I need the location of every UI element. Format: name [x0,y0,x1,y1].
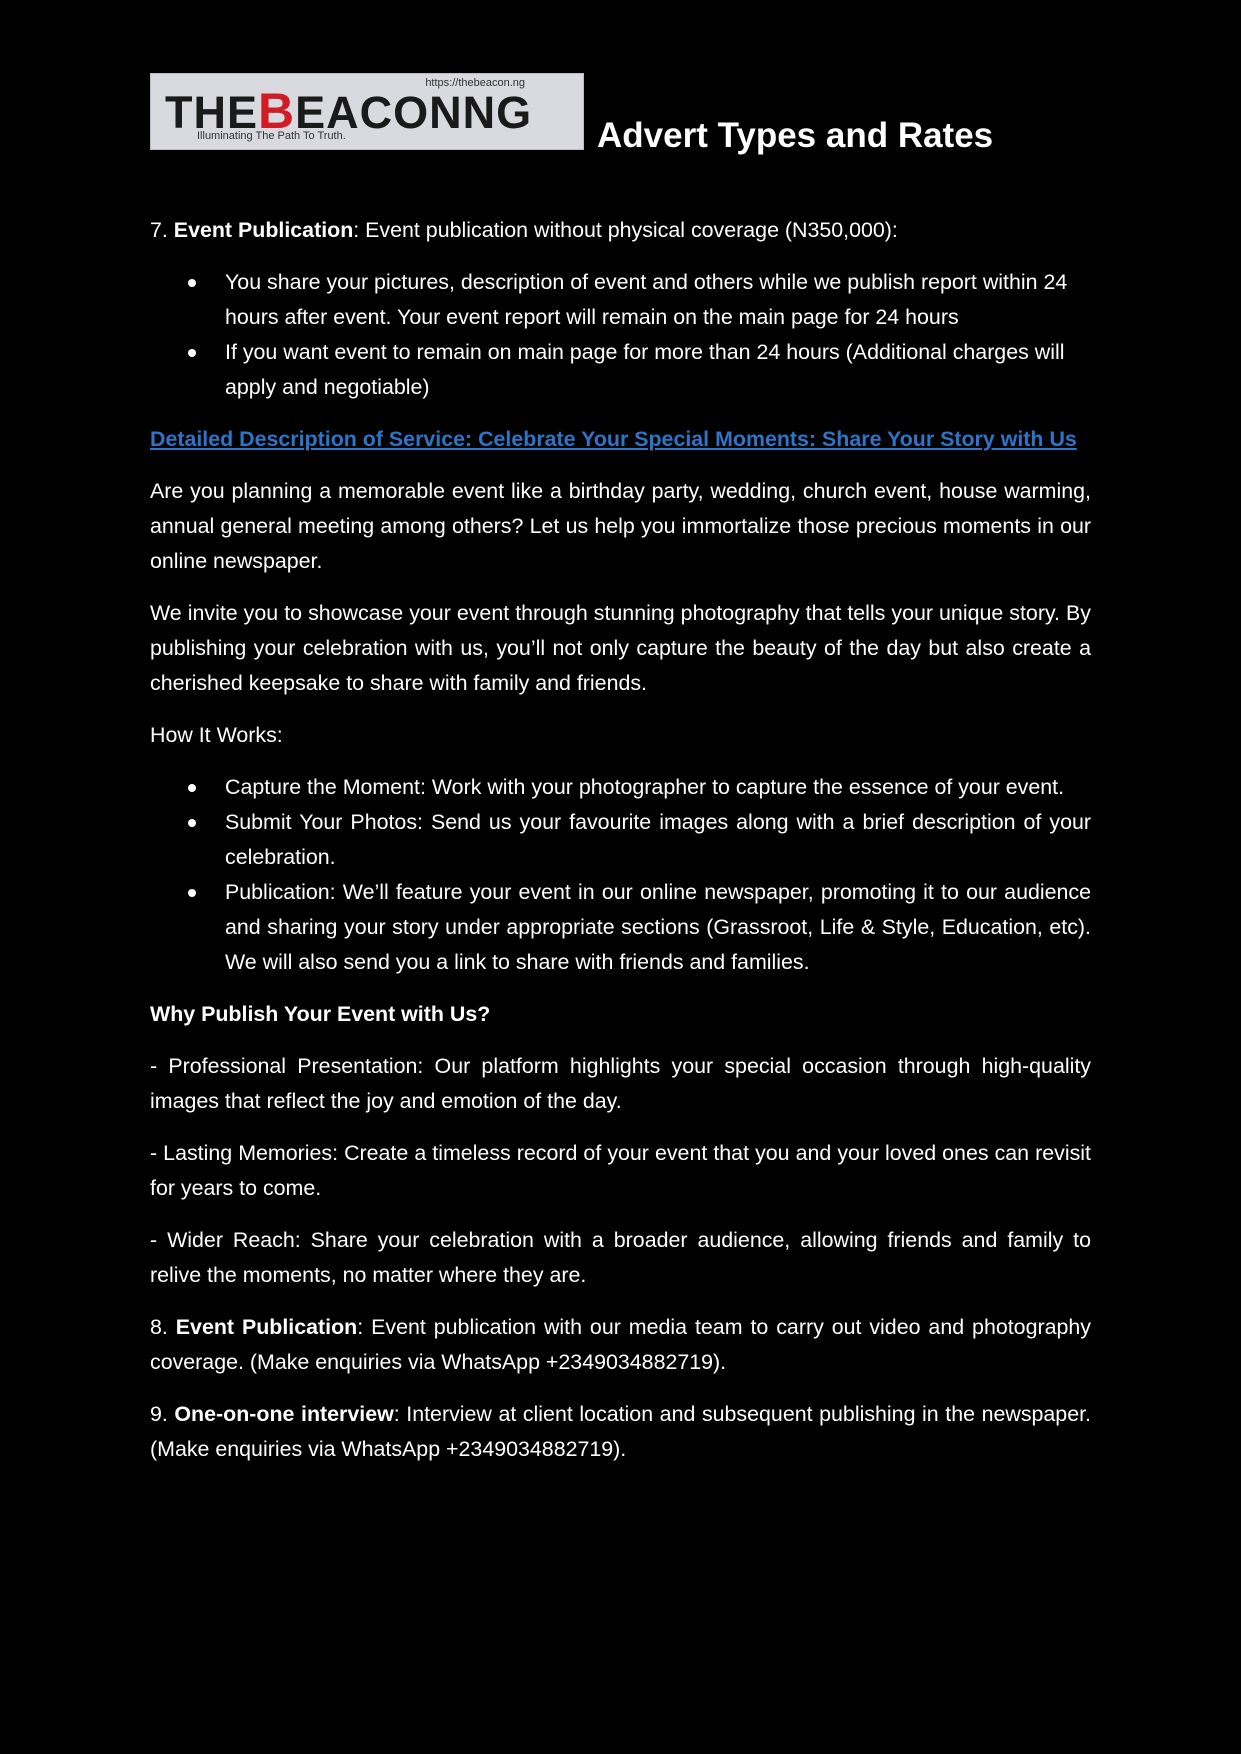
item-8-label: Event Publication [175,1315,358,1339]
why-point: - Professional Presentation: Our platform highlights your special occasion through high-quality images that reflect the joy and emotion of the day. [150,1054,1091,1113]
bullet-icon [188,889,196,897]
item-7-number: 7. [150,218,174,242]
bullet-icon [188,819,196,827]
list-item: Publication: We’ll feature your event in our online newspaper, promoting it to our audience and sharing your story under appropriate sections (Grassroot, Life & Style, Education, etc). We will also send you a link to share with friends and families. [150,875,1091,980]
bullet-icon [188,349,196,357]
detailed-description-link[interactable]: Detailed Description of Service: Celebrate Your Special Moments: Share Your Story with Us [150,427,1077,451]
item-9-paragraph [150,1397,1091,1467]
beaconng-logo[interactable] [150,73,584,150]
item-9-label: One-on-one interview [174,1402,394,1426]
logo-url: https://thebeacon.ng [425,77,525,89]
document-body [150,213,1091,1484]
how-it-works-heading: How It Works: [150,723,283,747]
logo-word-pre: THE [165,87,258,138]
item-9-number: 9. [150,1402,175,1426]
logo-word-post: EACONNG [295,87,533,138]
item-7-label: Event Publication [173,218,354,242]
bullet-icon [188,784,196,792]
item-8-number: 8. [150,1315,176,1339]
why-point: - Wider Reach: Share your celebration with a broader audience, allowing friends and family to relive the moments, no matter where they are. [150,1228,1091,1287]
logo-word-red: B [258,83,296,139]
item-8-text: : Event publication with our media team to carry out video and photography coverage. (Make enquiries via WhatsApp +2349034882719). [150,1315,1091,1374]
page-title: Advert Types and Rates [597,116,994,155]
item-8-paragraph [150,1310,1091,1380]
intro-paragraph: Are you planning a memorable event like a birthday party, wedding, church event, house warming, annual general meeting among others? Let us help you immortalize those precious moments in our online newspaper. [150,479,1091,573]
list-item: Capture the Moment: Work with your photographer to capture the essence of your event. [150,770,1091,805]
logo-tagline: Illuminating The Path To Truth. [197,130,346,142]
why-point: - Lasting Memories: Create a timeless record of your event that you and your loved ones can revisit for years to come. [150,1141,1091,1200]
item-9-text: : Interview at client location and subsequent publishing in the newspaper. (Make enquiries via WhatsApp +2349034882719). [150,1402,1091,1461]
item-7-text: : Event publication without physical coverage (N350,000): [353,218,898,242]
list-item: You share your pictures, description of event and others while we publish report within 24 hours after event. Your event report will remain on the main page for 24 hours [150,265,1091,335]
list-item: Submit Your Photos: Send us your favourite images along with a brief description of your celebration. [150,805,1091,875]
intro-paragraph: We invite you to showcase your event through stunning photography that tells your unique story. By publishing your celebration with us, you’ll not only capture the beauty of the day but also create a cherished keepsake to share with family and friends. [150,601,1091,695]
how-it-works-list [150,770,1091,980]
bullet-icon [188,279,196,287]
page-header [150,73,1092,163]
item-7-bullet-list [150,265,1091,405]
list-item: If you want event to remain on main page for more than 24 hours (Additional charges will apply and negotiable) [150,335,1091,405]
why-heading: Why Publish Your Event with Us? [150,1002,491,1026]
item-7-heading [150,213,1091,248]
